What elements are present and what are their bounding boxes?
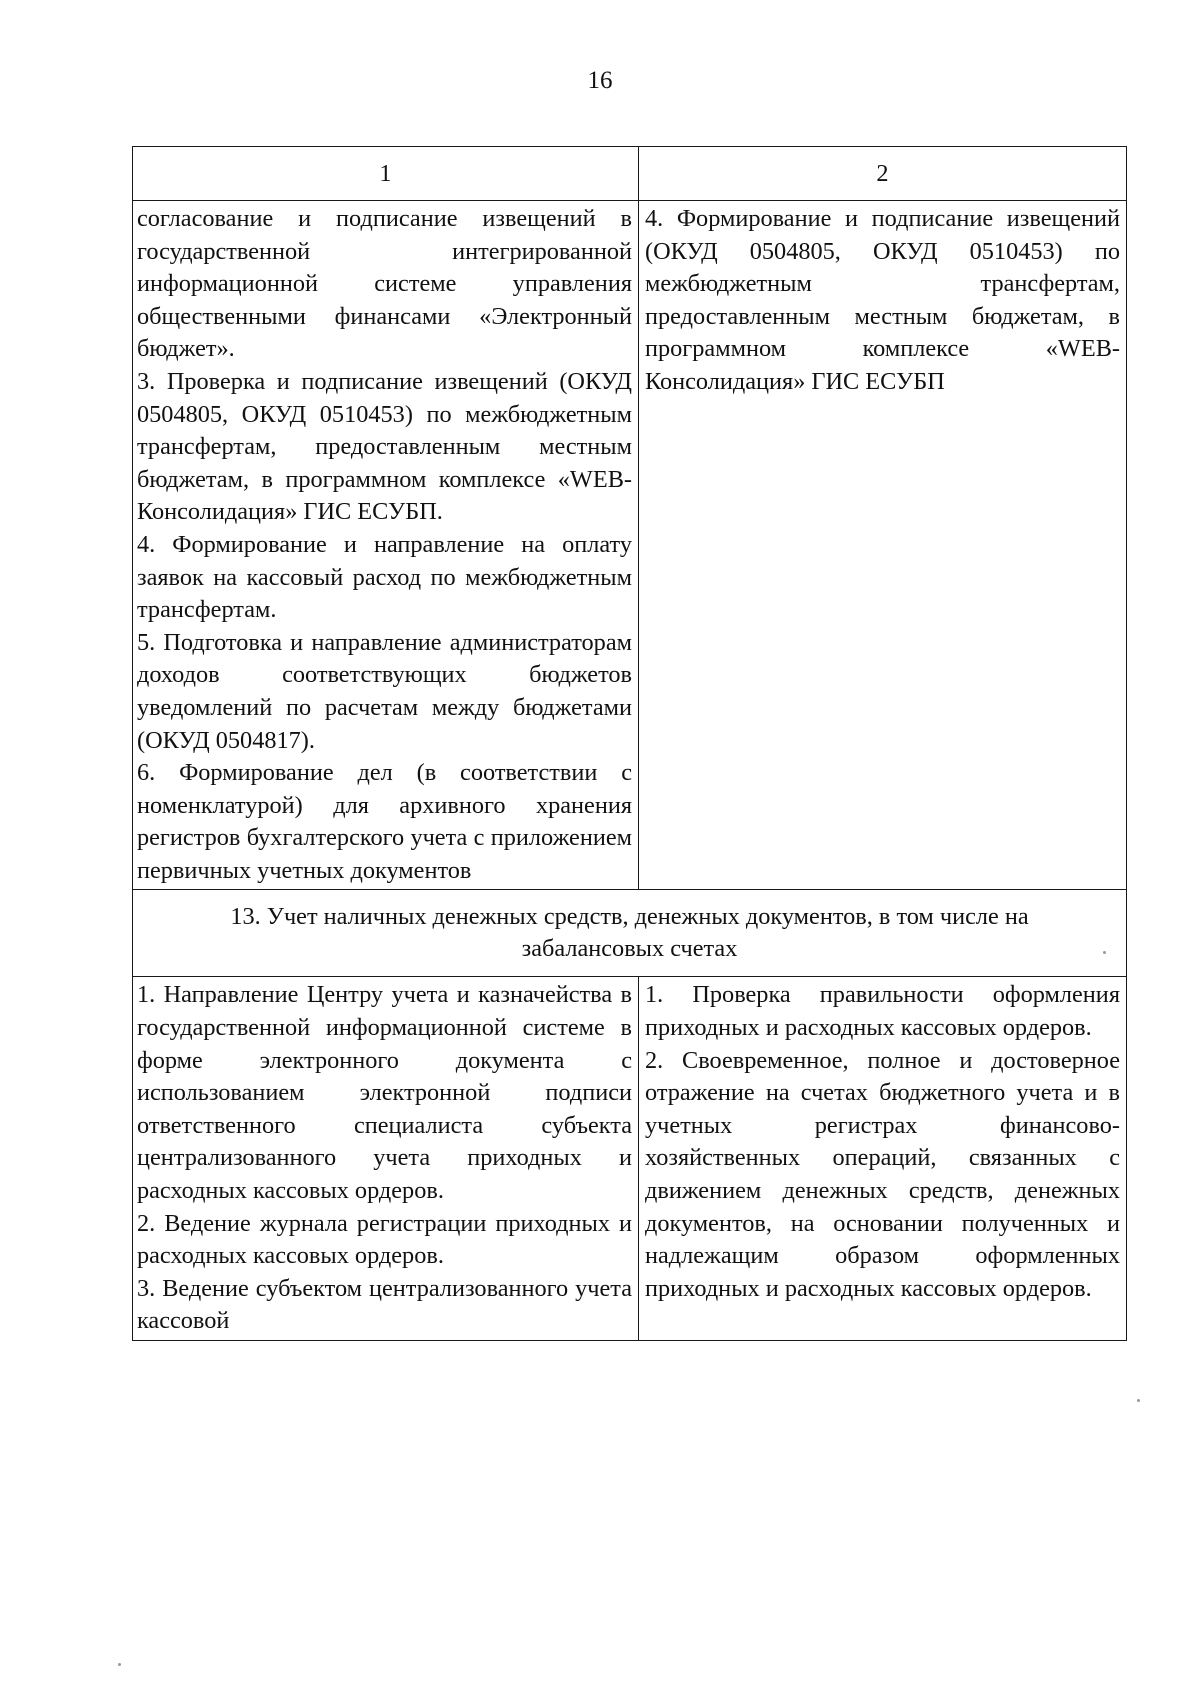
table-cell-right	[639, 201, 1127, 890]
paragraph: 2. Своевременное, полное и достоверное отражение на счетах бюджетного учета и в учетных регистрах финансово-хозяйственных операций, связанных с движением денежных средств, денежных документов, на основании полученных и надлежащим образом оформленных приходных и расходных кассовых ордеров.	[645, 1046, 1120, 1302]
paragraph: 4. Формирование и подписание извещений (ОКУД 0504805, ОКУД 0510453) по межбюджетным трансфертам, предоставленным местным бюджетам, в программном комплексе «WEB-Консолидация» ГИС ЕСУБП	[645, 205, 1120, 395]
paragraph: 6. Формирование дел (в соответствии с номенклатурой) для архивного хранения регистров бухгалтерского учета с приложением первичных учетных документов	[137, 759, 632, 884]
table-row	[133, 977, 1127, 1341]
column-header-1: 1	[133, 147, 639, 201]
scan-speck	[118, 1663, 121, 1666]
section-title: 13. Учет наличных денежных средств, денежных документов, в том числе на забалансовых счетах	[133, 890, 1127, 977]
table-cell-left	[133, 201, 639, 890]
paragraph: 3. Проверка и подписание извещений (ОКУД 0504805, ОКУД 0510453) по межбюджетным трансфертам, предоставленным местным бюджетам, в программном комплексе «WEB-Консолидация» ГИС ЕСУБП.	[137, 367, 632, 526]
page-number: 16	[587, 67, 613, 94]
paragraph: 5. Подготовка и направление администраторам доходов соответствующих бюджетов уведомлений по расчетам между бюджетами (ОКУД 0504817).	[137, 628, 632, 754]
paragraph: 3. Ведение субъектом централизованного учета кассовой	[137, 1274, 632, 1335]
paragraph: согласование и подписание извещений в государственной интегрированной информационной системе управления общественными финансами «Электронный бюджет».	[137, 205, 632, 363]
document-table	[132, 146, 1127, 1341]
paragraph: 2. Ведение журнала регистрации приходных и расходных кассовых ордеров.	[137, 1209, 632, 1270]
section-title-row	[133, 890, 1127, 977]
table-cell-right	[639, 977, 1127, 1341]
scan-speck	[1137, 1399, 1140, 1402]
scan-speck	[1103, 951, 1106, 954]
column-header-2: 2	[639, 147, 1127, 201]
paragraph: 4. Формирование и направление на оплату заявок на кассовый расход по межбюджетным трансфертам.	[137, 530, 632, 624]
paragraph: 1. Проверка правильности оформления приходных и расходных кассовых ордеров.	[645, 981, 1120, 1042]
table-row	[133, 201, 1127, 890]
paragraph: 1. Направление Центру учета и казначейства в государственной информационной системе в форме электронного документа с использованием электронной подписи ответственного специалиста субъекта централизованного учета приходных и расходных кассовых ордеров.	[137, 981, 632, 1205]
table-cell-left	[133, 977, 639, 1341]
table-header-row	[133, 147, 1127, 201]
